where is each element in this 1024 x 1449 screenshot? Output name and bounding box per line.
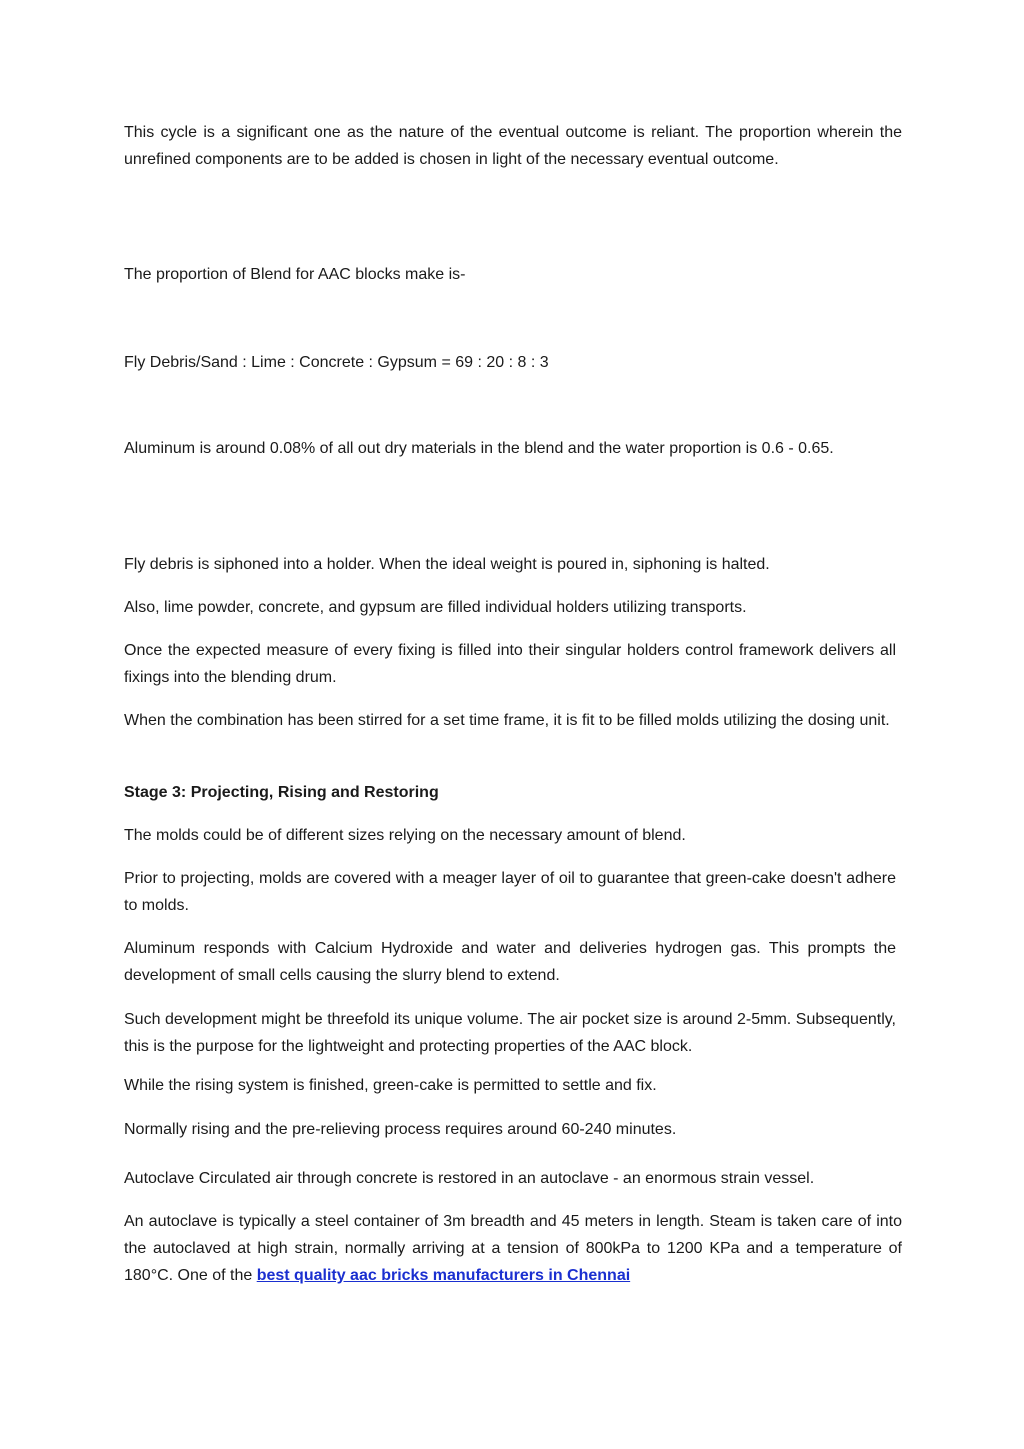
- manufacturers-link[interactable]: best quality aac bricks manufacturers in Chennai: [256, 1267, 631, 1284]
- paragraph-aluminum-water: Aluminum is around 0.08% of all out dry materials in the blend and the water proportion is 0.6 - 0.65.: [124, 440, 834, 457]
- paragraph-fly-debris: Fly debris is siphoned into a holder. When the ideal weight is poured in, siphoning is halted.: [124, 556, 770, 573]
- paragraph-rising-finished: While the rising system is finished, green-cake is permitted to settle and fix.: [124, 1077, 657, 1094]
- section-heading-stage-3: Stage 3: Projecting, Rising and Restoring: [124, 784, 439, 801]
- paragraph-fixings: Once the expected measure of every fixing is filled into their singular holders control framework delivers all fixings into the blending drum.: [124, 642, 896, 686]
- paragraph-blend-proportion-intro: The proportion of Blend for AAC blocks make is-: [124, 266, 466, 283]
- paragraph-projecting: Prior to projecting, molds are covered with a meager layer of oil to guarantee that green-cake doesn't adhere to molds.: [124, 870, 896, 914]
- paragraph-lime-powder: Also, lime powder, concrete, and gypsum are filled individual holders utilizing transports.: [124, 599, 747, 616]
- paragraph-combination: When the combination has been stirred for a set time frame, it is fit to be filled molds utilizing the dosing unit.: [124, 712, 890, 729]
- paragraph-autoclave-details: [124, 1208, 902, 1289]
- paragraph-development: Such development might be threefold its unique volume. The air pocket size is around 2-5mm. Subsequently, this is the purpose for the lightweight and protecting properties of the AAC block.: [124, 1011, 896, 1055]
- autoclave-details-text: An autoclave is typically a steel container of 3m breadth and 45 meters in length. Steam is taken care of into the autoclaved at high strain, normally arriving at a tension of 800kPa to 1200 KPa and a temperature of 180°C. One of the: [124, 1213, 902, 1284]
- paragraph-aluminum-reaction: Aluminum responds with Calcium Hydroxide and water and deliveries hydrogen gas. This prompts the development of small cells causing the slurry blend to extend.: [124, 940, 896, 984]
- paragraph-autoclave-intro: Autoclave Circulated air through concrete is restored in an autoclave - an enormous strain vessel.: [124, 1170, 815, 1187]
- paragraph-cycle: This cycle is a significant one as the nature of the eventual outcome is reliant. The proportion wherein the unrefined components are to be added is chosen in light of the necessary eventual outcome.: [124, 124, 902, 168]
- paragraph-molds: The molds could be of different sizes relying on the necessary amount of blend.: [124, 827, 686, 844]
- paragraph-blend-ratio: Fly Debris/Sand : Lime : Concrete : Gypsum = 69 : 20 : 8 : 3: [124, 354, 549, 371]
- paragraph-rising-time: Normally rising and the pre-relieving process requires around 60-240 minutes.: [124, 1121, 677, 1138]
